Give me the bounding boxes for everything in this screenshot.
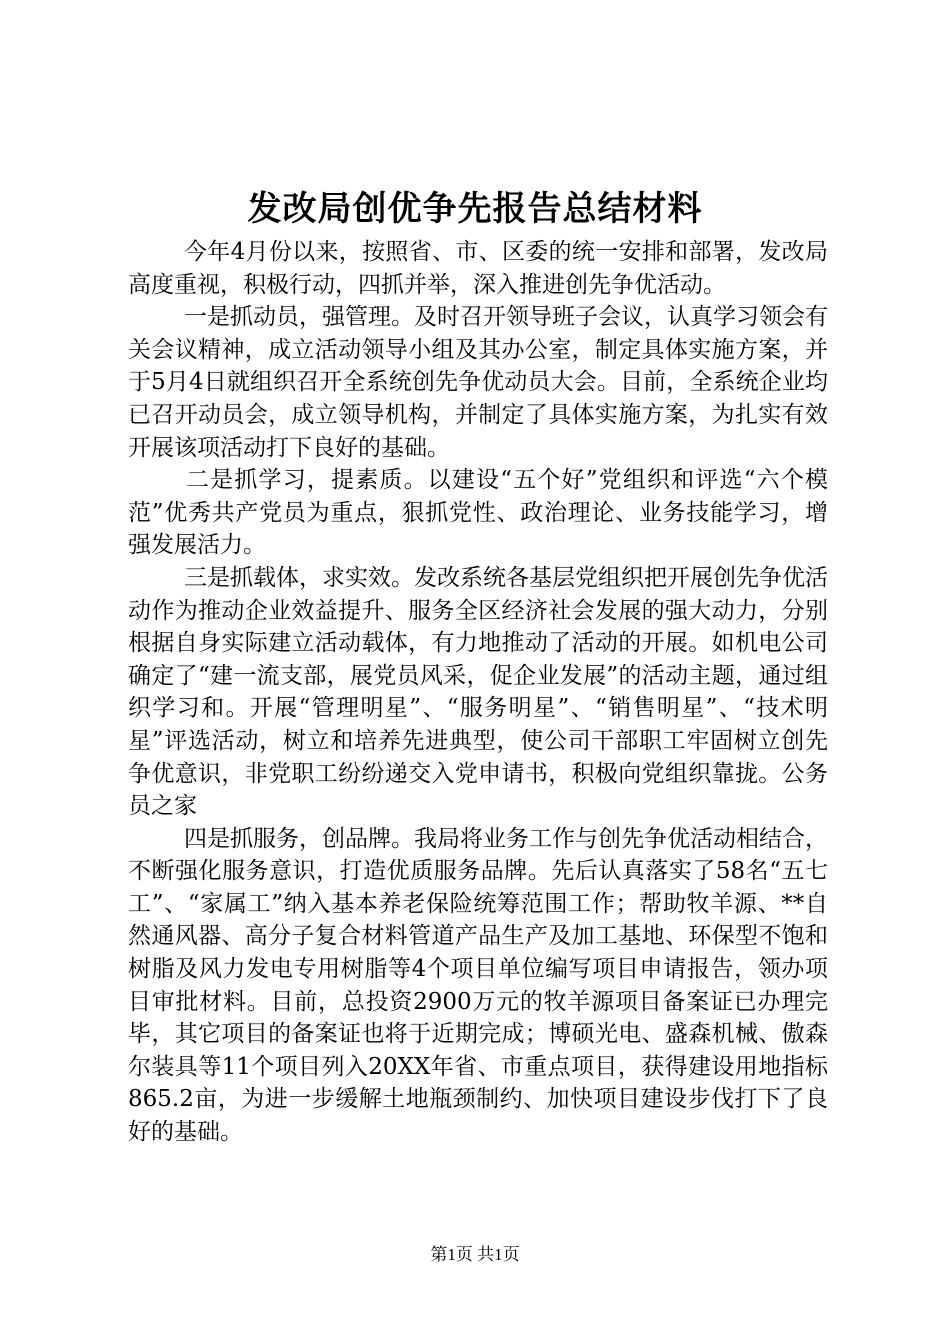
page-number-footer: 第1页 共1页: [430, 1245, 520, 1264]
paragraph-mobilization: 一是抓动员，强管理。及时召开领导班子会议，认真学习领会有关会议精神，成立活动领导小组及其办公室，制定具体实施方案，并于5月4日就组织召开全系统创先争优动员大会。目前，全系统企业均已召开动员会，成立领导机构，并制定了具体实施方案，为扎实有效开展该项活动打下良好的基础。: [128, 304, 828, 461]
document-title: 发改局创优争先报告总结材料: [247, 189, 703, 229]
paragraph-carrier: 三是抓载体，求实效。发改系统各基层党组织把开展创先争优活动作为推动企业效益提升、服务全区经济社会发展的强大动力，分别根据自身实际建立活动载体，有力地推动了活动的开展。如机电公司确定了“建一流支部，展党员风采，促企业发展”的活动主题，通过组织学习和。开展“管理明星”、“服务明星”、“销售明星”、“技术明星”评选活动，树立和培养先进典型，使公司干部职工牢固树立创先争优意识，非党职工纷纷递交入党申请书，积极向党组织靠拢。公务员之家: [128, 564, 828, 820]
paragraph-service: 四是抓服务，创品牌。我局将业务工作与创先争优活动相结合，不断强化服务意识，打造优质服务品牌。先后认真落实了58名“五七工”、“家属工”纳入基本养老保险统筹范围工作；帮助牧羊源、**自然通风器、高分子复合材料管道产品生产及加工基地、环保型不饱和树脂及风力发电专用树脂等4个项目单位编写项目申请报告，领办项目审批材料。目前，总投资2900万元的牧羊源项目备案证已办理完毕，其它项目的备案证也将于近期完成；博硕光电、盛森机械、傲森尔装具等11个项目列入20XX年省、市重点项目，获得建设用地指标865.2亩，为进一步缓解土地瓶颈制约、加快项目建设步伐打下了良好的基础。: [128, 825, 828, 1146]
paragraph-intro: 今年4月份以来，按照省、市、区委的统一安排和部署，发改局高度重视，积极行动，四抓并举，深入推进创先争优活动。: [128, 239, 828, 298]
paragraph-study: 二是抓学习，提素质。以建设“五个好”党组织和评选“六个模范”优秀共产党员为重点，狠抓党性、政治理论、业务技能学习，增强发展活力。: [128, 467, 828, 559]
document-body: [128, 236, 828, 1149]
